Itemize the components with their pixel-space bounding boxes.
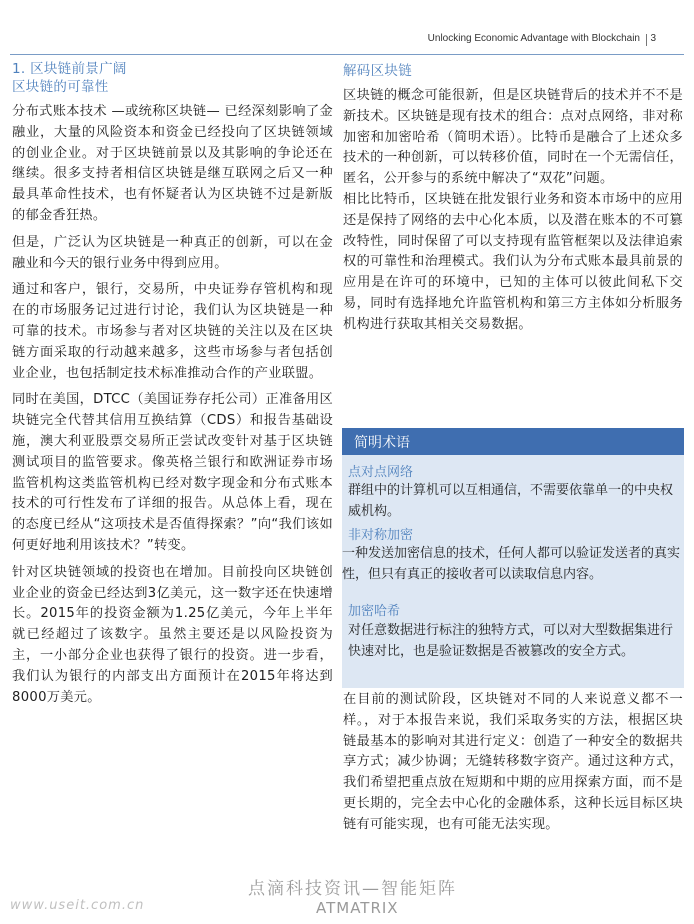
glossary-definition: 一种发送加密信息的技术，任何人都可以验证发送者的真实性，但只有真正的接收者可以读取信息内容。 (342, 546, 681, 582)
watermark-url: www.useit.com.cn (10, 898, 145, 913)
paragraph: 同时在美国，DTCC（美国证券存托公司）正准备用区块链完全代替其信用互换结算（CDS）和报告基础设施，澳大利亚股票交易所正尝试改变针对基于区块链测试项目的监管要求。像英格兰银行和欧洲证券市场监管机构这类监管机构已经对数字现金和分布式账本技术的可行性发布了详细的报告。从总体上看，现在的态度已经从“这项技术是否值得探索？”向“我们该如何更好地利用该技术？”转变。 (12, 392, 333, 553)
paragraph: 但是，广泛认为区块链是一种真正的创新，可以在金融业和今天的银行业务中得到应用。 (12, 234, 333, 271)
page-number: 3 (650, 33, 656, 44)
section-heading: 1. 区块链前景广阔 (12, 61, 127, 77)
header-separator (646, 34, 647, 46)
glossary-box (342, 428, 684, 688)
left-heading (12, 60, 333, 96)
glossary-title: 简明术语 (354, 435, 410, 451)
left-column (12, 60, 333, 714)
right-column-bottom (343, 690, 683, 842)
paragraph: 区块链的概念可能很新，但是区块链背后的技术并不不是新技术。区块链是现有技术的组合：点对点网络，非对称加密和加密哈希（简明术语）。比特币是融合了上述众多技术的一种创新，可以转移价值，同时在一个无需信任，匿名，公开参与的系统中解决了“双花”问题。 (343, 88, 683, 187)
header-rule (10, 54, 684, 55)
glossary-term: 点对点网络 (348, 465, 414, 480)
glossary-term: 加密哈希 (348, 604, 401, 619)
right-heading: 解码区块链 (343, 63, 412, 79)
paragraph: 分布式账本技术 —或统称区块链— 已经深刻影响了金融业，大量的风险资本和资金已经投向了区块链领域的创业企业。对于区块链前景以及其影响的争论还在继续。很多支持者相信区块链是继互联网之后又一种最具革命性技术，也有怀疑者认为区块链不过是新版的郁金香狂热。 (12, 104, 333, 223)
paragraph: 相比比特币，区块链在批发银行业务和资本市场中的应用还是保持了网络的去中心化本质，以及潜在账本的不可篡改特性，同时保留了可以支持现有监管框架以及法律追索权的可靠性和治理模式。我们认为分布式账本最具前景的应用是在许可的环境中，已知的主体可以彼此间私下交易，同时有选择地允许监管机构和第三方主体如分析服务机构进行获取其相关交易数据。 (343, 191, 683, 332)
glossary-term: 非对称加密 (348, 528, 414, 543)
running-header-title: Unlocking Economic Advantage with Blockchain (427, 33, 640, 44)
paragraph: 针对区块链领域的投资也在增加。目前投向区块链创业企业的资金已经达到3亿美元，这一数字还在快速增长。2015年的投资金额为1.25亿美元，今年上半年就已经超过了该数字。虽然主要还是以风险投资为主，一小部分企业也获得了银行的投资。进一步看，我们认为银行的内部支出方面预计在2015年将达到8000万美元。 (12, 564, 333, 705)
subsection-heading: 区块链的可靠性 (12, 79, 109, 95)
glossary-title-bar (342, 428, 684, 455)
watermark-text: 点滴科技资讯—智能矩阵 (248, 879, 457, 899)
glossary-definition: 群组中的计算机可以互相通信，不需要依靠单一的中央权威机构。 (348, 483, 674, 519)
glossary-definition: 对任意数据进行标注的独特方式，可以对大型数据集进行快速对比，也是验证数据是否被篡改的安全方式。 (348, 623, 674, 659)
paragraph: 在目前的测试阶段，区块链对不同的人来说意义都不一样。，对于本报告来说，我们采取务实的方法，根据区块链最基本的影响对其进行定义：创造了一种安全的数据共享方式；减少协调；无缝转移数字资产。通过这种方式，我们希望把重点放在短期和中期的应用探索方面，而不是更长期的，完全去中心化的金融体系，这种长远目标区块链有可能实现，也有可能无法实现。 (343, 692, 683, 832)
watermark-brand: ATMATRIX (316, 899, 399, 917)
right-column-top (343, 62, 683, 342)
paragraph: 通过和客户，银行，交易所，中央证券存管机构和现在的市场服务记过进行讨论，我们认为区块链是一种可靠的技术。市场参与者对区块链的关注以及在区块链方面采取的行动越来越多，这些市场参与者包括创业企业，也包括制定技术标准推动合作的产业联盟。 (12, 282, 333, 381)
